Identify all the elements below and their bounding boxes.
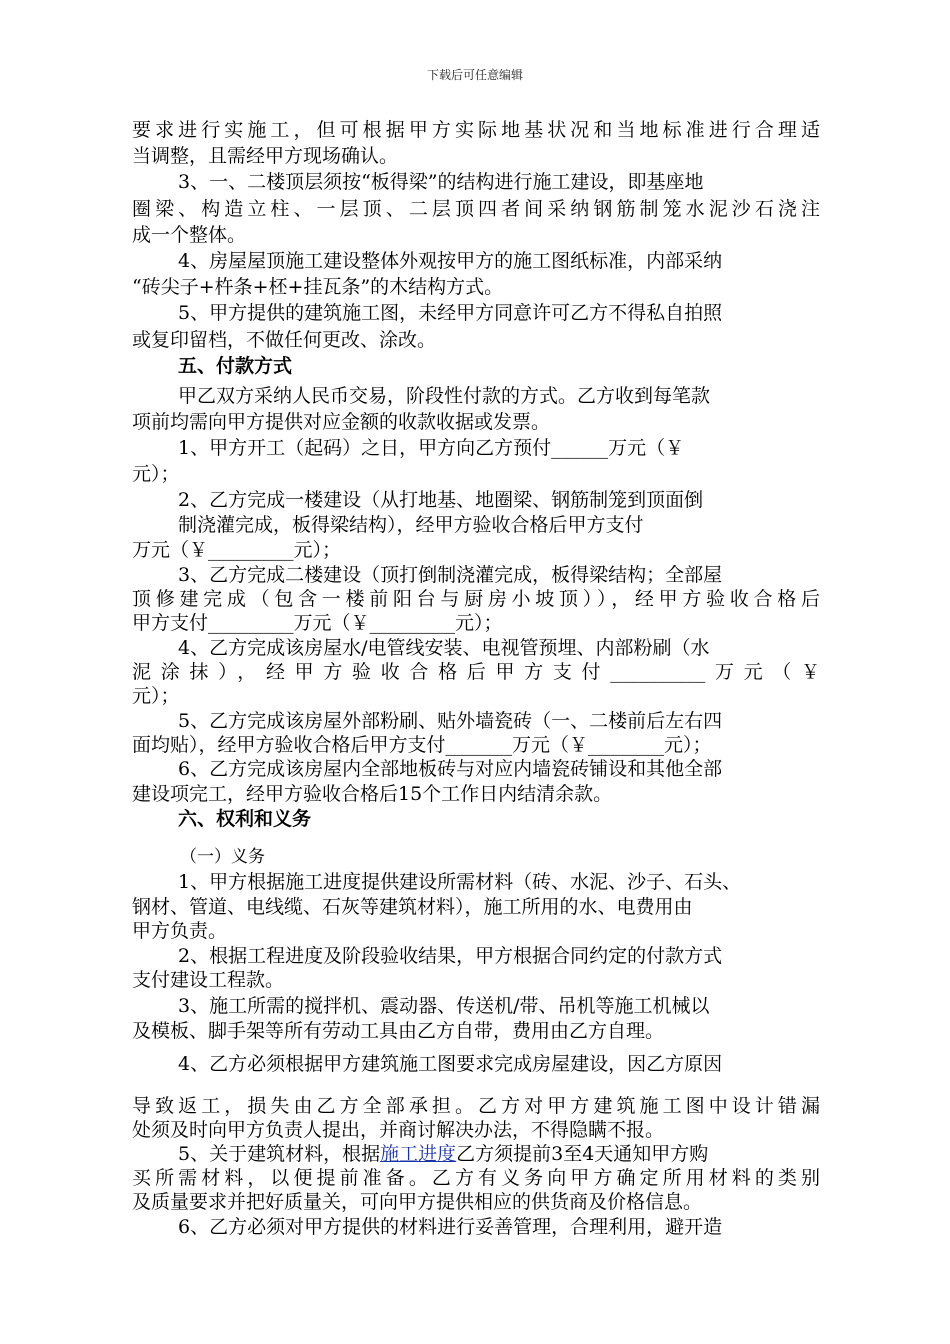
paragraph-line: 1、甲方开工（起码）之日，甲方向乙方预付______万元（￥ [178,437,685,459]
page-header: 下载后可任意编辑 [426,68,523,82]
paragraph-line: 买所需材料，以便提前准备。乙方有义务向甲方确定所用材料的类别 [132,1167,820,1189]
paragraph-line: 钢材、管道、电线缆、石灰等建筑材料），施工所用的水、电费用由 [132,896,693,918]
paragraph-line: 5、甲方提供的建筑施工图，未经甲方同意许可乙方不得私自拍照 [178,302,723,324]
paragraph-line: 元）； [132,685,180,707]
paragraph-line: 项前均需向甲方提供对应金额的收款收据或发票。 [132,411,551,433]
subsection-heading: （一）义务 [180,847,265,867]
paragraph-line: 5、乙方完成该房屋外部粉刷、贴外墙瓷砖（一、二楼前后左右四 [178,710,723,732]
paragraph-line: 6、乙方必须对甲方提供的材料进行妥善管理，合理利用，避开造 [178,1216,723,1238]
paragraph-line: 4、乙方完成该房屋水/电管线安装、电视管预埋、内部粉刷（水 [178,637,710,659]
paragraph-line: 支付建设工程款。 [132,969,285,991]
section-heading: 五、付款方式 [178,355,293,377]
paragraph-line: 成一个整体。 [132,224,247,246]
paragraph-line: 处须及时向甲方负责人提出，并商讨解决办法，不得隐瞒不报。 [132,1119,665,1141]
text-segment: 乙方须提前3至4天通知甲方购 [456,1143,709,1165]
paragraph-line: 4、乙方必须根据甲方建筑施工图要求完成房屋建设，因乙方原因 [178,1053,723,1075]
paragraph-line [178,1142,708,1166]
paragraph-line: 要求进行实施工，但可根据甲方实际地基状况和当地标准进行合理适 [132,119,820,141]
construction-progress-link[interactable]: 施工进度 [380,1143,457,1165]
paragraph-line: 面均贴），经甲方验收合格后甲方支付_______万元（￥________元）； [132,734,712,756]
paragraph-line: 3、乙方完成二楼建设（顶打倒制浇灌完成，板得梁结构；全部屋 [178,564,723,586]
paragraph-line: 甲方支付_________万元（￥_________元）； [132,612,503,634]
text-segment: 5、关于建筑材料，根据 [178,1143,381,1165]
paragraph-line: 圈梁、构造立柱、一层顶、二层顶四者间采纳钢筋制笼水泥沙石浇注 [132,198,820,220]
paragraph-line: 4、房屋屋顶施工建设整体外观按甲方的施工图纸标准，内部采纳 [178,250,723,272]
paragraph-line: 3、一、二楼顶层须按“板得梁”的结构进行施工建设，即基座地 [178,171,704,193]
paragraph-line: 顶修建完成（包含一楼前阳台与厨房小坡顶）），经甲方验收合格后 [132,588,820,610]
paragraph-line: “砖尖子+杵条+柸+挂瓦条”的木结构方式。 [132,276,504,298]
paragraph-line: 元）； [132,463,180,485]
paragraph-line: 泥涂抹），经甲方验收合格后甲方支付__________万元（￥ [132,661,820,683]
paragraph-line: 当调整，且需经甲方现场确认。 [132,145,399,167]
paragraph-line: 2、根据工程进度及阶段验收结果，甲方根据合同约定的付款方式 [178,945,723,967]
paragraph-line: 万元（￥_________元）； [132,539,342,561]
paragraph-line: 6、乙方完成该房屋内全部地板砖与对应内墙瓷砖铺设和其他全部 [178,758,723,780]
paragraph-line: 建设项完工，经甲方验收合格后15个工作日内结清余款。 [132,783,613,805]
paragraph-line: 制浇灌完成，板得梁结构），经甲方验收合格后甲方支付 [178,514,644,536]
paragraph-line: 导致返工，损失由乙方全部承担。乙方对甲方建筑施工图中设计错漏 [132,1095,820,1117]
paragraph-line: 甲乙双方采纳人民币交易，阶段性付款的方式。乙方收到每笔款 [178,385,711,407]
paragraph-line: 及模板、脚手架等所有劳动工具由乙方自带，费用由乙方自理。 [132,1020,665,1042]
paragraph-line: 甲方负责。 [132,920,228,942]
paragraph-line: 及质量要求并把好质量关，可向甲方提供相应的供货商及价格信息。 [132,1191,703,1213]
paragraph-line: 1、甲方根据施工进度提供建设所需材料（砖、水泥、沙子、石头、 [178,871,742,893]
paragraph-line: 2、乙方完成一楼建设（从打地基、地圈梁、钢筋制笼到顶面倒 [178,489,704,511]
paragraph-line: 3、施工所需的搅拌机、震动器、传送机/带、吊机等施工机械以 [178,995,710,1017]
section-heading: 六、权利和义务 [178,808,312,830]
paragraph-line: 或复印留档，不做任何更改、涂改。 [132,329,437,351]
